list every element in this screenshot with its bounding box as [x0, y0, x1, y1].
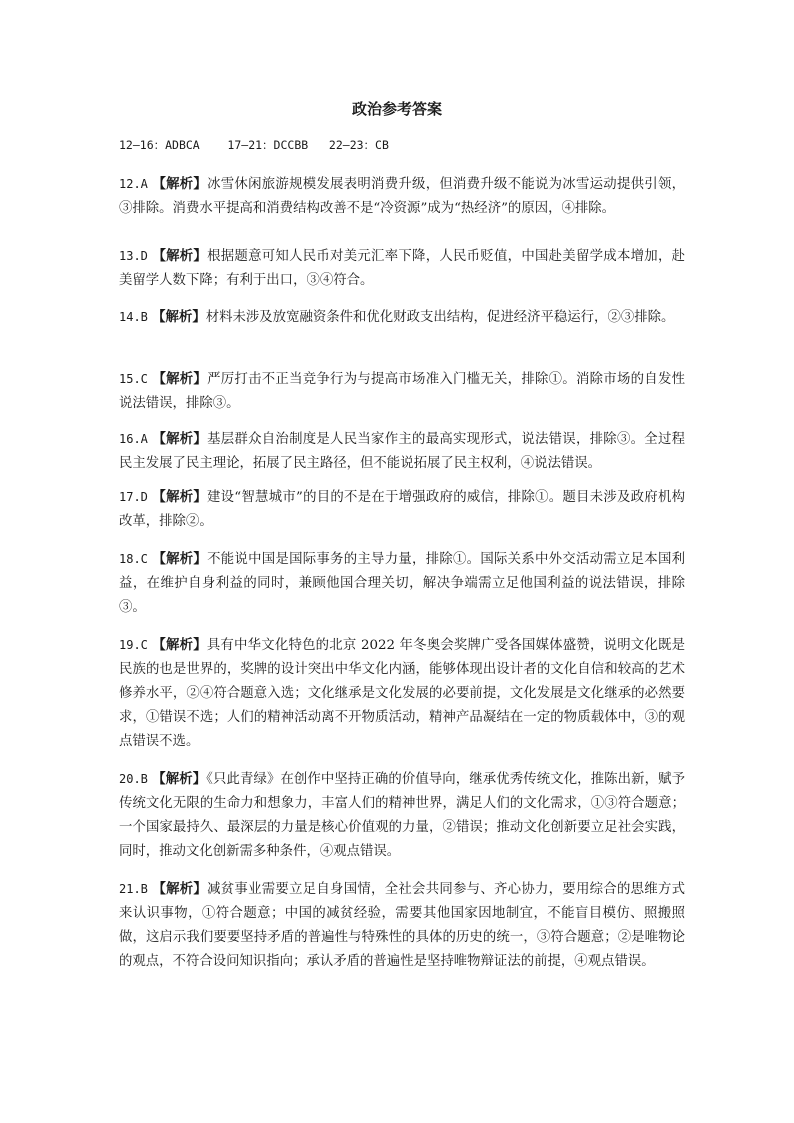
- explanation-item-16: [119, 427, 685, 476]
- explanation-text: 基层群众自治制度是人民当家作主的最高实现形式，说法错误，排除③。全过程民主发展了民主理论，拓展了民主路径，但不能说拓展了民主权利，④说法错误。: [119, 432, 685, 471]
- analysis-tag: 【解析】: [152, 248, 208, 264]
- explanation-text: 《只此青绿》在创作中坚持正确的价值导向，继承优秀传统文化，推陈出新，赋予传统文化无限的生命力和想象力，丰富人们的精神世界，满足人们的文化需求，①③符合题意；一个国家最持久、最深层的力量是核心价值观的力量，②错误；推动文化创新要立足社会实践，同时，推动文化创新需多种条件，④观点错误。: [119, 772, 685, 859]
- explanation-text: 具有中华文化特色的北京 2022 年冬奥会奖牌广受各国媒体盛赞，说明文化既是民族的也是世界的，奖牌的设计突出中华文化内涵，能够体现出设计者的文化自信和较高的艺术修养水平，②④符合题意入选；文化继承是文化发展的必要前提，文化发展是文化继承的必然要求，①错误不选；人们的精神活动离不开物质活动，精神产品凝结在一定的物质载体中，③的观点错误不选。: [119, 638, 686, 749]
- question-number: 16.A: [119, 432, 148, 446]
- question-number: 15.C: [119, 372, 148, 386]
- analysis-tag: 【解析】: [152, 551, 208, 567]
- explanation-text: 严厉打击不正当竞争行为与提高市场准入门槛无关，排除①。消除市场的自发性说法错误，排除③。: [119, 372, 685, 411]
- analysis-tag: 【解析】: [152, 771, 207, 787]
- analysis-tag: 【解析】: [152, 309, 206, 325]
- explanation-item-13: [119, 244, 685, 293]
- explanation-item-12: [119, 172, 685, 221]
- explanation-text: 减贫事业需要立足自身国情，全社会共同参与、齐心协力，要用综合的思维方式来认识事物，①符合题意；中国的减贫经验，需要其他国家因地制宜，不能盲目模仿、照搬照做，这启示我们要要坚持矛盾的普遍性与特殊性的具体的历史的统一，③符合题意；②是唯物论的观点，不符合设问知识指向；承认矛盾的普遍性是坚持唯物辩证法的前提，④观点错误。: [119, 882, 685, 969]
- page-title: 政治参考答案: [351, 100, 442, 118]
- question-number: 12.A: [119, 177, 148, 191]
- analysis-tag: 【解析】: [152, 371, 208, 387]
- question-number: 17.D: [119, 490, 148, 504]
- analysis-tag: 【解析】: [152, 637, 207, 653]
- explanation-item-15: [119, 367, 685, 416]
- explanation-text: 根据题意可知人民币对美元汇率下降，人民币贬值，中国赴美留学成本增加，赴美留学人数下降；有利于出口，③④符合。: [119, 249, 685, 288]
- answer-key-line: 12—16：ADBCA 17—21：DCCBB 22—23：CB: [119, 138, 389, 152]
- analysis-tag: 【解析】: [152, 881, 208, 897]
- question-number: 14.B: [119, 310, 148, 324]
- explanation-item-17: [119, 485, 685, 534]
- explanation-text: 不能说中国是国际事务的主导力量，排除①。国际关系中外交活动需立足本国利益，在维护自身利益的同时，兼顾他国合理关切，解决争端需立足他国利益的说法错误，排除③。: [119, 552, 685, 615]
- question-number: 18.C: [119, 552, 148, 566]
- explanation-item-20: [119, 767, 685, 864]
- analysis-tag: 【解析】: [152, 431, 208, 447]
- question-number: 19.C: [119, 638, 148, 652]
- explanation-item-14: [119, 305, 685, 330]
- explanation-item-18: [119, 547, 685, 620]
- explanation-item-21: [119, 877, 685, 974]
- question-number: 20.B: [119, 772, 148, 786]
- explanation-text: 建设“智慧城市”的目的不是在于增强政府的威信，排除①。题目未涉及政府机构改革，排除②。: [119, 490, 685, 529]
- explanation-text: 材料未涉及放宽融资条件和优化财政支出结构，促进经济平稳运行，②③排除。: [205, 310, 675, 325]
- explanation-text: 冰雪休闲旅游规模发展表明消费升级，但消费升级不能说为冰雪运动提供引领，③排除。消费水平提高和消费结构改善不是“冷资源”成为“热经济”的原因，④排除。: [119, 177, 685, 216]
- question-number: 13.D: [119, 249, 148, 263]
- explanation-item-19: [119, 633, 685, 754]
- analysis-tag: 【解析】: [152, 489, 208, 505]
- analysis-tag: 【解析】: [152, 176, 208, 192]
- question-number: 21.B: [119, 882, 148, 896]
